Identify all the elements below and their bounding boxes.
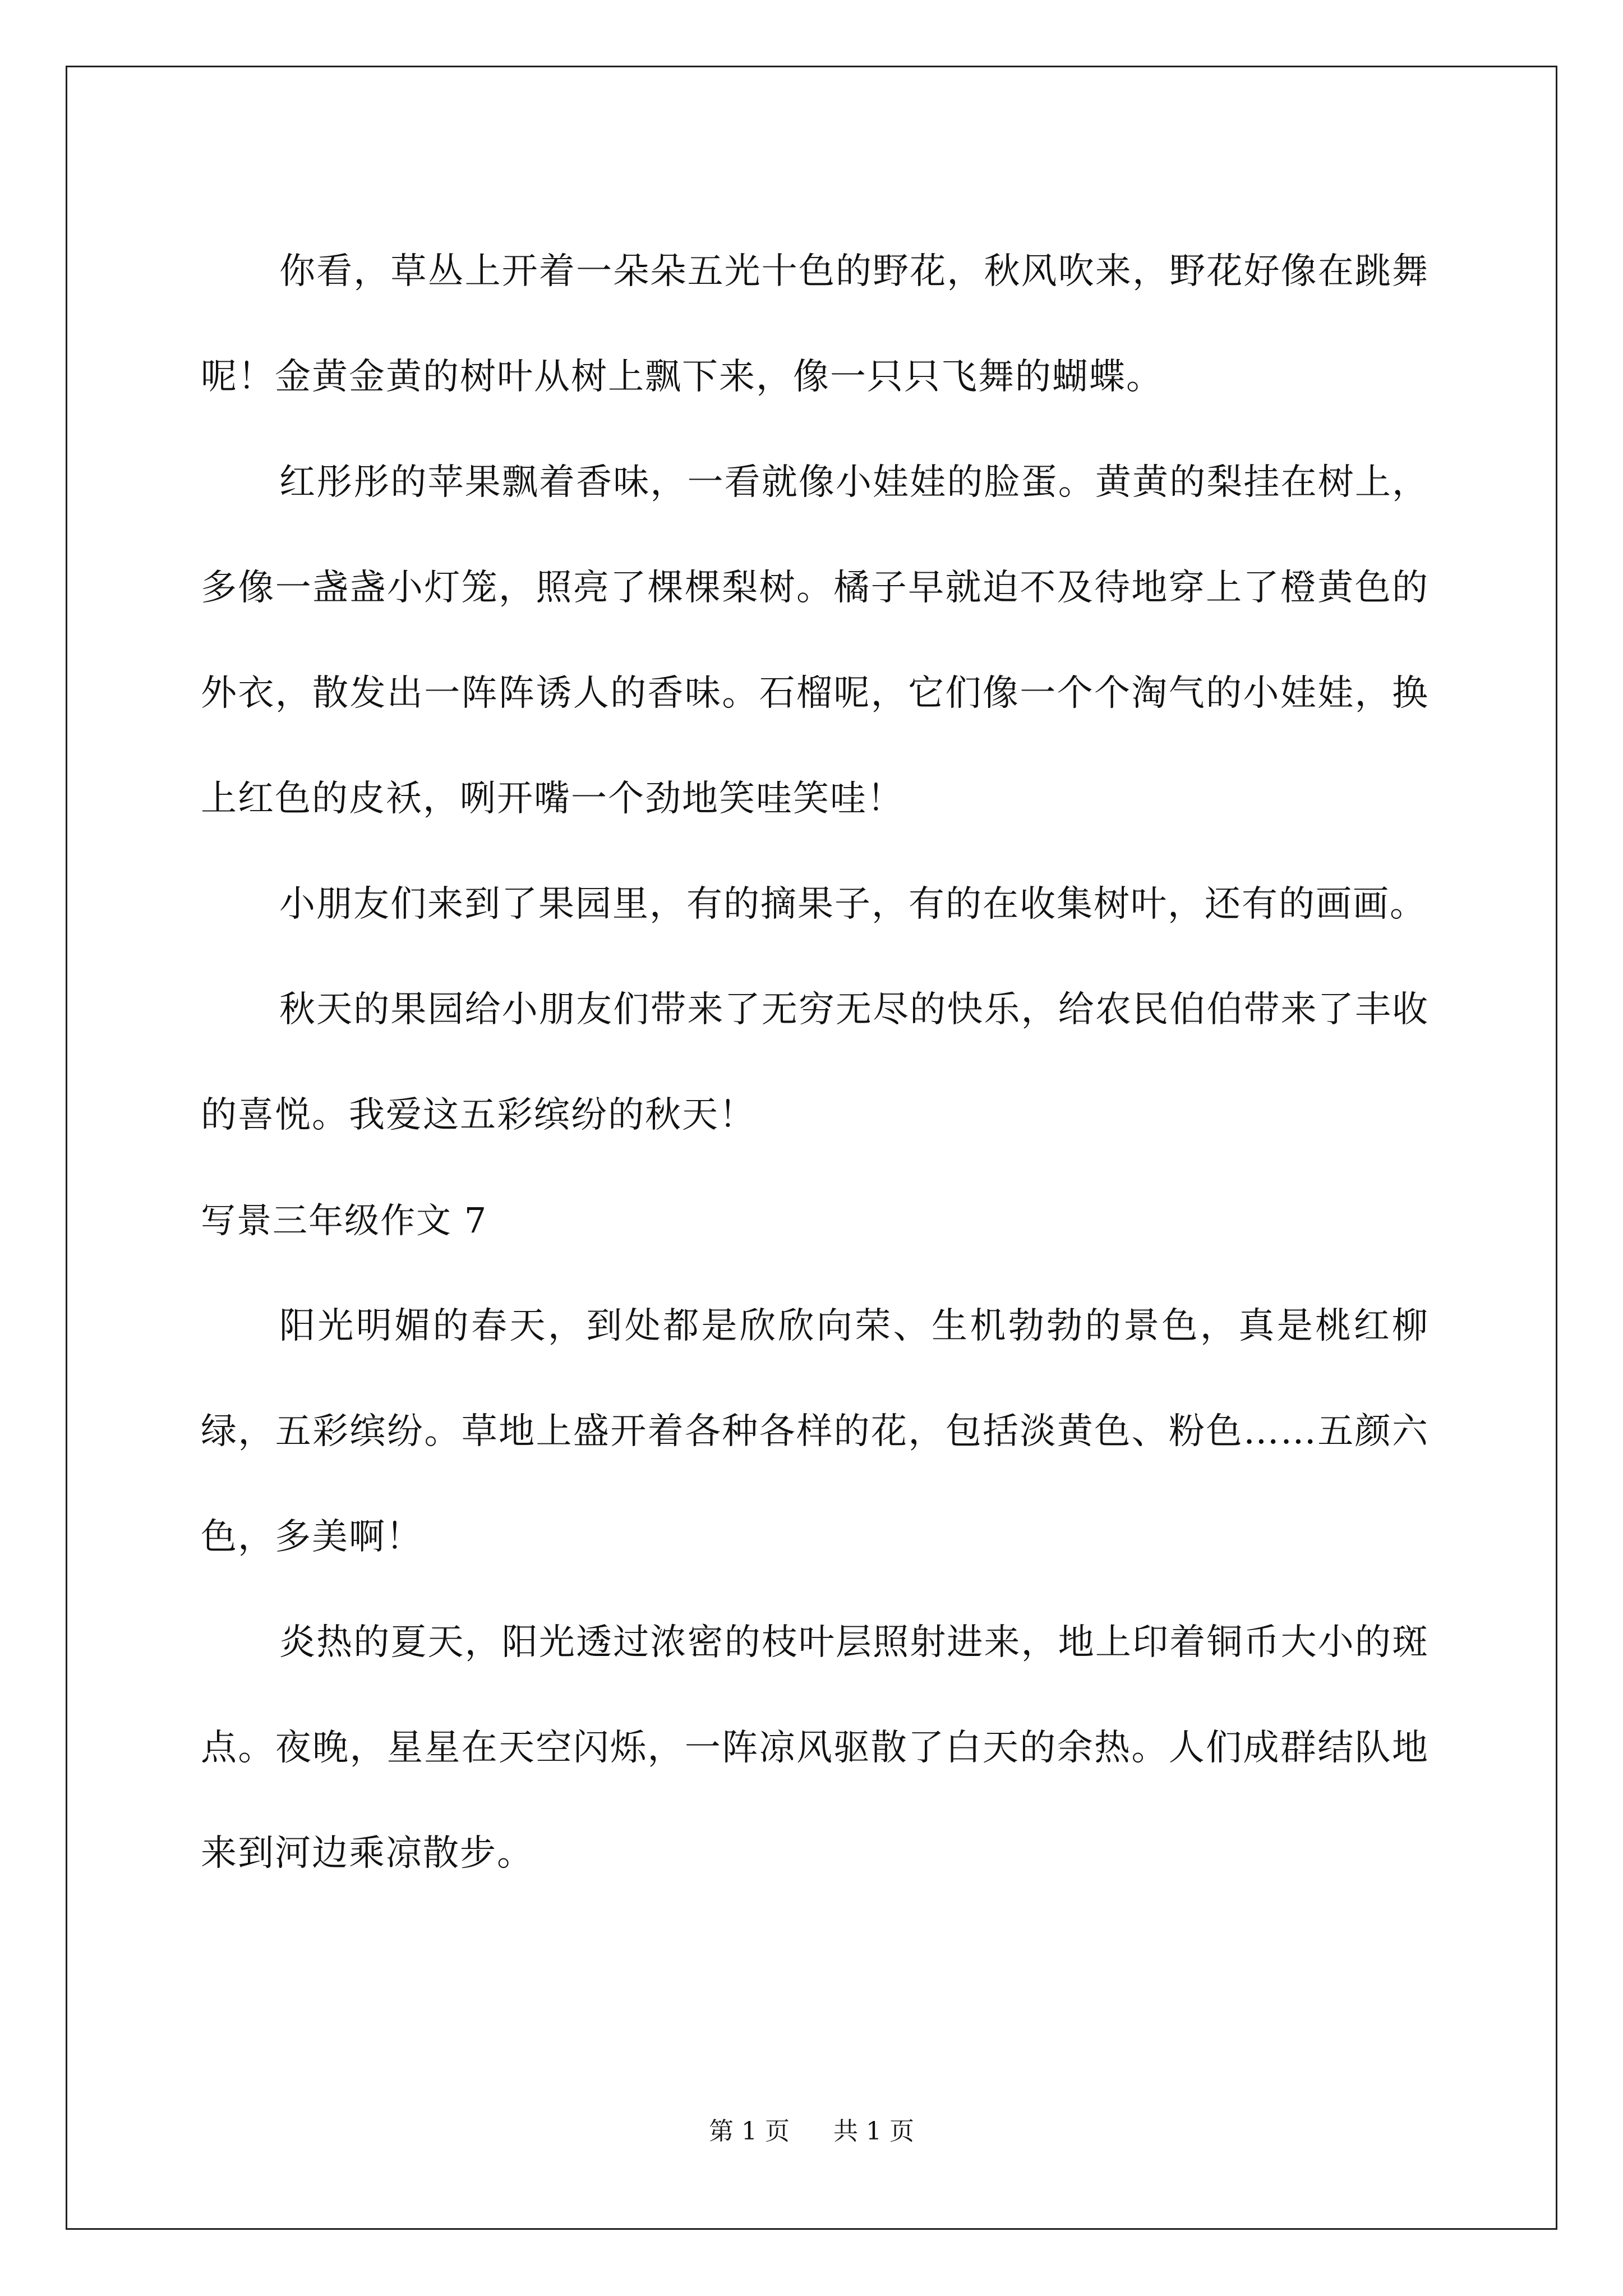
essay-heading: 写景三年级作文 7 bbox=[201, 1200, 488, 1241]
page-number: 第 1 页 bbox=[709, 2117, 790, 2146]
paragraph-summer: 炎热的夏天，阳光透过浓密的枝叶层照射进来，地上印着铜币大小的斑点。夜晚，星星在天空闪烁，一阵凉风驱散了白天的余热。人们成群结队地来到河边乘凉散步。 bbox=[201, 1622, 1429, 1874]
paragraph-fruits: 红彤彤的苹果飘着香味，一看就像小娃娃的脸蛋。黄黄的梨挂在树上，多像一盏盏小灯笼，照亮了棵棵梨树。橘子早就迫不及待地穿上了橙黄色的外衣，散发出一阵阵诱人的香味。石榴呢，它们像一个个淘气的小娃娃，换上红色的皮袄，咧开嘴一个劲地笑哇笑哇！ bbox=[201, 462, 1429, 820]
paragraph-spring: 阳光明媚的春天，到处都是欣欣向荣、生机勃勃的景色，真是桃红柳绿，五彩缤纷。草地上盛开着各种各样的花，包括淡黄色、粉色……五颜六色，多美啊！ bbox=[201, 1305, 1429, 1558]
page-total: 共 1 页 bbox=[833, 2117, 914, 2146]
page-footer bbox=[0, 2115, 1623, 2148]
paragraph-fruit-field-flowers: 你看，草丛上开着一朵朵五光十色的野花，秋风吹来，野花好像在跳舞呢！金黄金黄的树叶从树上飘下来，像一只只飞舞的蝴蝶。 bbox=[201, 251, 1429, 398]
document-body bbox=[201, 219, 1429, 1906]
paragraph-children-orchard: 小朋友们来到了果园里，有的摘果子，有的在收集树叶，还有的画画。 bbox=[279, 884, 1427, 925]
paragraph-autumn-joy: 秋天的果园给小朋友们带来了无穷无尽的快乐，给农民伯伯带来了丰收的喜悦。我爱这五彩缤纷的秋天！ bbox=[201, 989, 1429, 1136]
